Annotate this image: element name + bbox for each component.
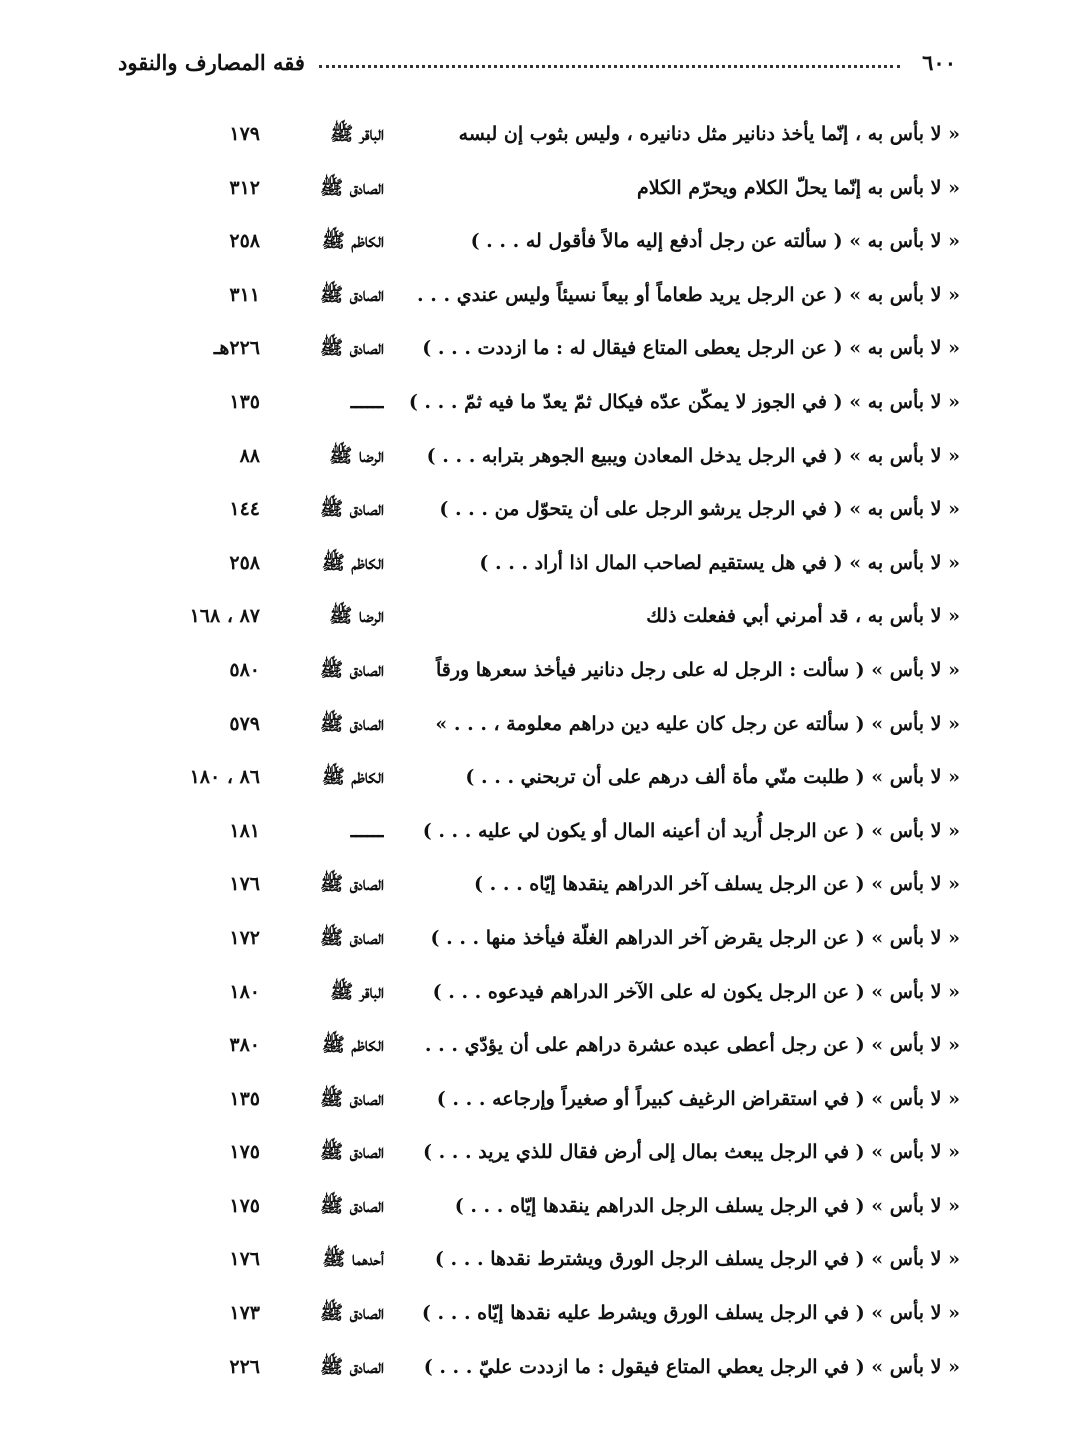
index-entry bbox=[110, 537, 960, 591]
entry-narrator: الكاظم ﷺ bbox=[321, 551, 384, 574]
entry-text: « لا بأس به » ( في هل يستقيم لصاحب المال اذا أراد . . . ) bbox=[479, 551, 960, 574]
entry-page-numbers: ١٣٥ bbox=[229, 1087, 260, 1110]
entry-text: « لا بأس به ، قد أمرني أبي ففعلت ذلك bbox=[646, 605, 960, 628]
entry-page-numbers: ١٧٥ bbox=[229, 1194, 260, 1217]
entry-text: « لا بأس » ( في الرجل يعطي المتاع فيقول : ما ازددت عليّ . . . ) bbox=[423, 1355, 960, 1378]
entry-narrator: الكاظم ﷺ bbox=[321, 1034, 384, 1057]
index-entry bbox=[110, 644, 960, 698]
book-title: فقه المصارف والنقود bbox=[118, 49, 305, 75]
entry-text: « لا بأس به » ( في الرجل يرشو الرجل على أن يتحوّل من . . . ) bbox=[439, 498, 960, 521]
entry-narrator: الصادق ﷺ bbox=[320, 1141, 384, 1164]
entry-text: « لا بأس » ( في استقراض الرغيف كبيراً أو صغيراً وإرجاعه . . . ) bbox=[436, 1087, 960, 1110]
index-entry bbox=[110, 269, 960, 323]
entry-text: « لا بأس » ( سألته عن رجل كان عليه دين دراهم معلومة ، . . . » bbox=[435, 712, 960, 735]
index-entry bbox=[110, 966, 960, 1020]
entry-text: « لا بأس به » ( في الرجل يدخل المعادن ويبيع الجوهر بترابه . . . ) bbox=[426, 444, 960, 467]
index-entry bbox=[110, 858, 960, 912]
entry-page-numbers: ٥٧٩ bbox=[229, 712, 260, 735]
entry-narrator: الصادق ﷺ bbox=[320, 1302, 384, 1325]
entry-narrator: الصادق ﷺ bbox=[320, 712, 384, 735]
entry-page-numbers: ٣١٢ bbox=[229, 176, 260, 199]
entry-narrator: الباقر ﷺ bbox=[330, 123, 384, 145]
entry-narrator: الصادق ﷺ bbox=[320, 1087, 384, 1110]
header-dotted-leader bbox=[319, 65, 900, 68]
entry-page-numbers: ٢٢٦ bbox=[229, 1355, 260, 1378]
entry-narrator: الباقر ﷺ bbox=[330, 980, 384, 1003]
entry-narrator: الصادق ﷺ bbox=[320, 926, 384, 949]
entry-text: « لا بأس » ( في الرجل يبعث بمال إلى أرض فقال للذي يريد . . . ) bbox=[422, 1141, 960, 1164]
index-entry bbox=[110, 751, 960, 805]
entry-narrator: الصادق ﷺ bbox=[320, 283, 384, 306]
entry-page-numbers: ١٧٦ bbox=[229, 1248, 260, 1271]
entry-text: « لا بأس » ( عن الرجل يقرض آخر الدراهم الغلّة فيأخذ منها . . . ) bbox=[430, 926, 960, 949]
index-entry bbox=[110, 108, 960, 162]
entry-text: « لا بأس » ( سألت : الرجل له على رجل دنانير فيأخذ سعرها ورقاً bbox=[435, 658, 960, 681]
entry-text: « لا بأس به » ( في الجوز لا يمكّن عدّه فيكال ثمّ يعدّ ما فيه ثمّ . . . ) bbox=[408, 390, 960, 413]
entry-text: « لا بأس » ( عن رجل أعطى عبده عشرة دراهم على أن يؤدّي . . . bbox=[424, 1034, 960, 1057]
page-number: ٦٠٠ bbox=[922, 49, 956, 75]
entry-page-numbers: ٣١١ bbox=[229, 283, 260, 306]
entry-narrator: الكاظم ﷺ bbox=[321, 766, 384, 789]
entry-page-numbers: ٨٦ ، ١٨٠ bbox=[189, 766, 260, 789]
entry-text: « لا بأس » ( طلبت منّي مأة ألف درهم على أن تربحني . . . ) bbox=[465, 766, 960, 789]
entry-page-numbers: ١٧٩ bbox=[229, 123, 260, 145]
entry-text: « لا بأس به » ( سألته عن رجل أدفع إليه مالاً فأقول له . . . ) bbox=[470, 230, 960, 253]
entry-text: « لا بأس » ( في الرجل يسلف الرجل الورق ويشترط نقدها . . . ) bbox=[434, 1248, 960, 1271]
index-entry bbox=[110, 912, 960, 966]
entry-narrator: الصادق ﷺ bbox=[320, 658, 384, 681]
index-entry bbox=[110, 215, 960, 269]
index-entry bbox=[110, 1180, 960, 1234]
entry-page-numbers: ١٤٤ bbox=[229, 498, 260, 521]
index-entry bbox=[110, 1019, 960, 1073]
entry-text: « لا بأس » ( عن الرجل يسلف آخر الدراهم ينقدها إيّاه . . . ) bbox=[474, 873, 960, 896]
entry-text: « لا بأس به » ( عن الرجل يعطى المتاع فيقال له : ما ازددت . . . ) bbox=[422, 337, 960, 360]
index-list bbox=[110, 108, 960, 1394]
entry-text: « لا بأس به إنّما يحلّ الكلام ويحرّم الكلام bbox=[637, 176, 960, 199]
entry-narrator: أحدهما ﷺ bbox=[322, 1248, 384, 1271]
entry-page-numbers: ١٣٥ bbox=[229, 390, 260, 413]
index-entry bbox=[110, 805, 960, 859]
entry-text: « لا بأس » ( في الرجل يسلف الورق ويشرط عليه نقدها إيّاه . . . ) bbox=[421, 1302, 960, 1325]
entry-page-numbers: ٣٨٠ bbox=[229, 1034, 260, 1057]
index-entry bbox=[110, 322, 960, 376]
entry-page-numbers: ١٧٢ bbox=[229, 926, 260, 949]
entry-narrator: الصادق ﷺ bbox=[320, 873, 384, 896]
index-entry bbox=[110, 162, 960, 216]
index-entry bbox=[110, 1073, 960, 1127]
entry-page-numbers: ١٨١ bbox=[229, 819, 260, 842]
entry-page-numbers: ١٧٦ bbox=[229, 873, 260, 896]
entry-page-numbers: ١٧٥ bbox=[229, 1141, 260, 1164]
entry-page-numbers: ١٧٣ bbox=[229, 1302, 260, 1325]
entry-narrator: الرضا ﷺ bbox=[329, 605, 384, 628]
index-entry bbox=[110, 698, 960, 752]
entry-page-numbers: ١٨٠ bbox=[229, 980, 260, 1003]
entry-text: « لا بأس » ( عن الرجل أُريد أن أعينه المال أو يكون لي عليه . . . ) bbox=[422, 819, 960, 842]
entry-page-numbers: ٢٥٨ bbox=[229, 230, 260, 253]
entry-page-numbers: ٥٨٠ bbox=[229, 658, 260, 681]
entry-narrator: الصادق ﷺ bbox=[320, 1194, 384, 1217]
entry-narrator: الصادق ﷺ bbox=[320, 337, 384, 360]
index-entry bbox=[110, 483, 960, 537]
index-entry bbox=[110, 1287, 960, 1341]
page-header bbox=[118, 40, 956, 84]
index-entry bbox=[110, 1341, 960, 1395]
entry-page-numbers: ٨٨ bbox=[239, 444, 260, 467]
index-entry bbox=[110, 376, 960, 430]
entry-text: « لا بأس به » ( عن الرجل يريد طعاماً أو بيعاً نسيئاً وليس عندي . . . bbox=[417, 283, 960, 306]
entry-narrator: ــــــ bbox=[350, 819, 384, 842]
entry-text: « لا بأس به ، إنّما يأخذ دنانير مثل دنانيره ، وليس بثوب إن لبسه bbox=[458, 123, 960, 145]
entry-narrator: الرضا ﷺ bbox=[329, 444, 384, 467]
index-entry bbox=[110, 430, 960, 484]
entry-page-numbers: ٢٢٦هـ bbox=[213, 337, 260, 360]
index-entry bbox=[110, 590, 960, 644]
index-entry bbox=[110, 1126, 960, 1180]
entry-narrator: ــــــ bbox=[350, 390, 384, 413]
entry-narrator: الصادق ﷺ bbox=[320, 176, 384, 199]
entry-page-numbers: ٨٧ ، ١٦٨ bbox=[189, 605, 260, 628]
entry-text: « لا بأس » ( عن الرجل يكون له على الآخر الدراهم فيدعوه . . . ) bbox=[432, 980, 960, 1003]
entry-narrator: الصادق ﷺ bbox=[320, 1355, 384, 1378]
entry-page-numbers: ٢٥٨ bbox=[229, 551, 260, 574]
entry-text: « لا بأس » ( في الرجل يسلف الرجل الدراهم ينقدها إيّاه . . . ) bbox=[454, 1194, 960, 1217]
index-entry bbox=[110, 1233, 960, 1287]
entry-narrator: الكاظم ﷺ bbox=[321, 230, 384, 253]
entry-narrator: الصادق ﷺ bbox=[320, 498, 384, 521]
